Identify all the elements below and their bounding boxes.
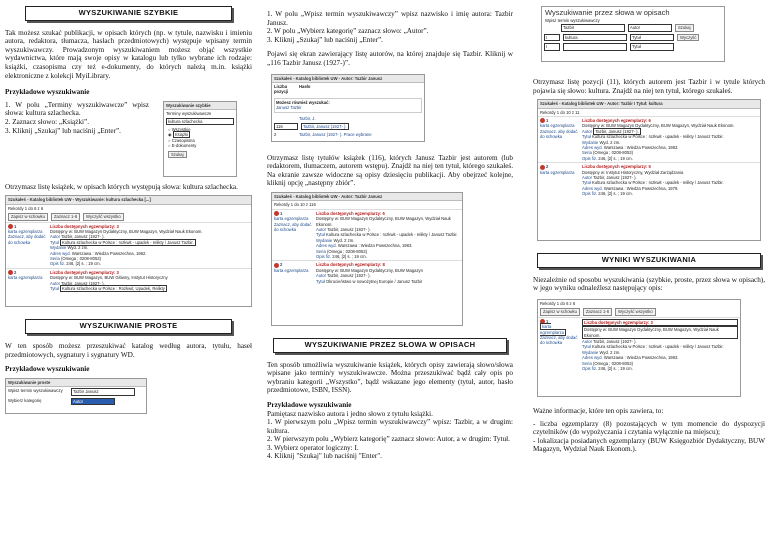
authors-bar: Szukałeś - Katalog bibliotek UW - Autor: Tazbir Janusz	[272, 75, 424, 83]
result-text-1: Otrzymasz listę książek, w opisach których występują słowa: kultura szlachecka.	[5, 182, 238, 191]
clear-all-button[interactable]: Wyczyść wszystko	[83, 213, 124, 220]
words-step-1: 1. W pierwszym polu „Wpisz termin wyszukiwawczy” wpisz: Tazbir, a w drugim: kultura.	[267, 418, 513, 435]
words-step-4: 4. Kliknij "Szukaj" lub naciśnij "Enter".	[267, 452, 382, 461]
select-range-button[interactable]: Zaznacz 1-6	[51, 213, 80, 220]
final-record: 1 karta egzemplarza Zaznacz, aby dodać do schowka Liczba dostępnych egzemplarzy: 3 Dostępny w: BUW Magazyn Dydaktyczny, BUW Magazyn, Wydział Nauk Ekonom. Autor Tazbir, Janusz (1927- ). Tytuł Kultura szlachecka w Polsce : rozkwit - upadek - relikty / Janusz Tazbir. Wydanie Wyd. 2 zm. Adres wyd. Warszawa : Wiedza Powszechna, 1983. Seria (Omega ; 0208-8053) Opis fiz. 246, [2] s. ; 19 cm.	[538, 317, 740, 373]
info-item-1: - liczba egzemplarzy (8) pozostających w tym momencie do dyspozycji czytelników (do wypożyczania i czytania wyłącznie na miejscu);	[533, 419, 765, 437]
final-save-button[interactable]: Zapisz w schowku	[540, 308, 580, 315]
column-2	[267, 10, 513, 461]
category-select-2[interactable]: Tytuł	[630, 34, 674, 41]
category-select-3[interactable]: Tytuł	[630, 43, 674, 50]
operator-select-2[interactable]: I	[544, 43, 560, 50]
heading-words-search: WYSZUKIWANIE PRZEZ SŁOWA W OPISACH	[273, 338, 507, 353]
words-results-screenshot	[537, 99, 761, 241]
titles-screenshot	[271, 192, 463, 326]
proste-text: W ten sposób możesz przeszukiwać katalog według autora, tytułu, haseł przedmiotowych, sygnatury i sygnatury WD.	[5, 341, 252, 359]
results-intro: Niezależnie od sposobu wyszukiwania (szybkie, proste, przez słowa w opisach), w jego wyniku odnaleźlesz następujący opis:	[533, 275, 765, 293]
results-bar: Szukałeś - Katalog bibliotek UW - Autor: Tazbir I Tytuł: kultura	[538, 100, 760, 108]
category-select-1[interactable]: Autor	[628, 24, 672, 31]
title-record-2: 2 karta egzemplarza Liczba dostępnych egzemplarzy: 8 Dostępny w: BUW Magazyn Dydaktyczny, BUW Magazyn Autor Tazbir, Janusz (1927- ). Tytuł Okrucieństwo w nowożytnej Europie / Janusz Tazbir	[272, 260, 462, 285]
radio-all[interactable]: ○ Wszystkie	[168, 126, 191, 132]
column-3	[533, 6, 765, 454]
authors-screenshot: Szukałeś - Katalog bibliotek UW - Autor: Tazbir Janusz Liczba pozycji Hasło Możesz również wyszukać: Janusz Tazbir Tazbir, J. 116 Tazbir, Janusz (1927- ). 2 Tazbir, Janusz (1927- ). Prace wybrane	[271, 74, 425, 142]
quick-search-label: Terminy wyszukiwawcze	[166, 111, 212, 117]
list-record-2: 2 karta egzemplarza Liczba dostępnych egzemplarzy: 3 Dostępny w: BUW Magazyn, BUW Główny, Instytut Historyczny Autor Tazbir, Janusz (1927- ). Tytuł Kultura szlachecka w Polsce : Rozkwit, Upadek, Relikty	[6, 268, 251, 293]
words-step-0: Pamiętasz nazwisko autora i jedno słowo z tytułu książki.	[267, 409, 433, 418]
result-record-1: 1 karta egzemplarza Zaznacz, aby dodać do schowka Liczba dostępnych egzemplarzy: 6 Dostępny w: BUW Magazyn Dydaktyczny, BUW Magazyn, Wydział Nauk Ekonom. Autor Tazbir, Janusz (1927- ). Tytuł Kultura szlachecka w Polsce : rozkwit - upadek - relikty / Janusz Tazbir. Wydanie Wyd. 2 zm. Adres wyd. Warszawa : Wiedza Powszechna, 1983. Seria (Omega ; 0208-8053) Opis fiz. 246, [2] s. ; 19 cm.	[538, 116, 760, 162]
simple-search-screenshot: Wyszukiwanie proste Wpisz termin wyszukiwawczy Tazbir Janusz Wybierz kategorię Autor	[5, 378, 147, 414]
list-count: Rekordy 1 do 6 z 6	[8, 205, 44, 211]
heading-simple-search-2: WYSZUKIWANIE PROSTE	[25, 319, 232, 334]
quick-search-screenshot	[163, 101, 237, 177]
step-2: 2. Zaznacz słowo: „Książki”.	[5, 117, 90, 126]
words-heading: Przykładowe wyszukiwanie	[267, 400, 352, 409]
words-result-text: Otrzymasz listę pozycji (11), których autorem jest Tazbir i w tytule których pojawia się słowo: kultura. Znajdź na niej ten tytuł, którego szukałeś.	[533, 78, 765, 95]
words-text: Ten sposób umożliwia wyszukiwanie książek, których opisy zawierają słowo/słowa wpisane jako termin/y wyszukiwawcze. Można przeszukiwać bądź cały opis po wybraniu kategorii „Wszystko”, bądź wskazane jego elementy (tytuł, autor, hasło przedmiotowe, ISBN, ISSN).	[267, 360, 513, 395]
title-record-1: 1 karta egzemplarza Zaznacz, aby dodać do schowka Liczba dostępnych egzemplarzy: 6 Dostępny w: BUW Magazyn Dydaktyczny, BUW Magazyn, Wydział Nauk Ekonom. Autor Tazbir, Janusz (1927- ). Tytuł Kultura szlachecka w Polsce : rozkwit - upadek - relikty / Janusz Tazbir. Wydanie Wyd. 2 zm. Adres wyd. Warszawa : Wiedza Powszechna, 1983. Seria (Omega ; 0208-8053) Opis fiz. 246, [2] s. ; 19 cm.	[272, 209, 462, 261]
c2-step-2: 2. W polu „Wybierz kategorię” zaznacz słowo: „Autor”.	[267, 27, 429, 36]
final-clear-button[interactable]: Wyczyść wszystko	[615, 308, 656, 315]
titles-bar: Szukałeś - Katalog bibliotek UW - Autor: Tazbir Janusz	[272, 193, 462, 201]
save-to-basket-button[interactable]: Zapisz w schowku	[8, 213, 48, 220]
term-input-2[interactable]: kultura	[563, 34, 627, 41]
example-heading: Przykładowe wyszukiwanie	[5, 88, 90, 97]
result-list-screenshot-1	[5, 195, 252, 307]
clear-button[interactable]: Wyczyść	[677, 34, 699, 41]
words-search-button[interactable]: Szukaj	[675, 24, 694, 31]
words-search-title: Wyszukiwanie przez słowa w opisach	[545, 8, 670, 17]
result-record-2: 2 karta egzemplarza Liczba dostępnych egzemplarzy: 5 Dostępny w: Instytut Historyczny, Wydział Zarządzania Autor Tazbir, Janusz (1927- ). Tytuł Kultura szlachecka w Polsce : rozkwit - upadek - relikty / Janusz Tazbir. Adres wyd. Warszawa : Wiedza Powszechna, 1979. Opis fiz. 246, [2] s. ; 19 cm.	[538, 162, 760, 197]
heading-results: WYNIKI WYSZUKIWANIA	[537, 253, 761, 268]
words-step-2: 2. W pierwszym polu „Wybierz kategorię” zaznacz słowo: Autor, a w drugim: Tytuł.	[267, 435, 510, 444]
final-result-screenshot	[537, 299, 741, 397]
author-row-3[interactable]: 2 Tazbir, Janusz (1927- ). Prace wybrane	[274, 132, 372, 138]
c2-step-1: 1. W polu „Wpisz termin wyszukiwawczy” wpisz nazwisko i imię autora: Tazbir Janusz.	[267, 10, 513, 27]
titles-text: Otrzymasz listę tytułów książek (116), których Janusz Tazbir jest autorem (lub redaktorem, tłumaczem, autorem wstępu). Znajdź na niej ten tytuł, którego szukałeś. Na ekranie zawsze widoczne są opisy dziesięciu publikacji. Aby obejrzeć kolejne, kliknij opcję „następny zbiór”.	[267, 153, 513, 188]
info-item-2: - lokalizacja posiadanych egzemplarzy (BUW Księgozbiór Dydaktyczny, BUW Magazyn, Wydział Nauk Ekonom.).	[533, 436, 765, 454]
column-1	[5, 0, 252, 414]
radio-edocs[interactable]: ○ E-dokumenty	[168, 143, 197, 149]
step-1: 1. W polu „Terminy wyszukiwawcze” wpisz słowa: kultura szlachecka.	[5, 100, 149, 118]
simple-search-title: Wyszukiwanie proste	[6, 379, 146, 387]
info-heading: Ważne informacje, które ten opis zawiera, to:	[533, 406, 664, 415]
simple-search-input[interactable]: Tazbir Janusz	[71, 388, 135, 395]
operator-select-1[interactable]: I	[544, 34, 560, 41]
words-search-label: Wpisz termin wyszukiwawczy	[545, 18, 600, 23]
final-count: Rekordy 1 do 6 z 6	[540, 300, 576, 306]
words-step-3: 3. Wybierz operator logiczny: I.	[267, 443, 359, 452]
quick-search-input[interactable]: kultura szlachecka	[166, 118, 234, 125]
results-count: Rekordy 1 do 10 z 11	[540, 109, 580, 115]
proste-heading: Przykładowe wyszukiwanie	[5, 365, 90, 374]
c2-step-3: 3. Kliknij „Szukaj” lub naciśnij „Enter”.	[267, 35, 383, 44]
quick-search-title: Wyszukiwanie szybkie	[164, 102, 236, 110]
list-bar: Szukałeś - Katalog bibliotek UW - Wyszukiwanie: kultura szlachecka [...]	[6, 196, 251, 204]
quick-search-button[interactable]: Szukaj	[168, 151, 187, 158]
list-record-1: 1 karta egzemplarza Zaznacz, aby dodać do schowka Liczba dostępnych egzemplarzy: 3 Dostępny w: BUW Magazyn Dydaktyczny, BUW Magazyn, Wydział Nauk Ekonom. Autor Tazbir, Janusz (1927- ). Tytuł Kultura szlachecka w Polsce : rozkwit - upadek - relikty / Janusz Tazbir. Wydanie Wyd. 2 zm. Adres wyd. Warszawa : Wiedza Powszechna, 1982. Seria (Omega ; 0208-8053) Opis fiz. 246, [2] s. ; 19 cm.	[6, 222, 251, 268]
titles-count: Rekordy 1 do 10 z 116	[274, 202, 316, 208]
words-search-screenshot	[541, 6, 725, 62]
authors-text: Pojawi się ekran zawierający listę autorów, na której znajduje się Tazbir. Kliknij w „116 Tazbir Janusz (1927-)”.	[267, 50, 513, 67]
step-3: 3. Kliknij „Szukaj” lub naciśnij „Enter”.	[5, 126, 121, 135]
author-row-1[interactable]: Tazbir, J.	[299, 115, 316, 121]
term-input-3[interactable]	[563, 43, 627, 50]
category-select[interactable]: Autor	[71, 398, 115, 405]
term-input-1[interactable]: Tazbir	[561, 24, 625, 31]
author-row-2[interactable]: 116 Tazbir, Janusz (1927- ).	[276, 124, 347, 129]
final-select-button[interactable]: Zaznacz 1-6	[583, 308, 612, 315]
radio-journals[interactable]: ○ Czasopisma	[168, 137, 195, 143]
radio-books[interactable]: ◉ Książki	[168, 132, 189, 138]
intro-text: Tak możesz szukać publikacji, w opisach których (np. w tytule, nazwisku i imieniu autora, redaktora, tłumacza, hasłach przedmiotowych) występuje wpisany termin wyszukiwawczy. Prowadzonym wyszukiwaniem możesz objąć wszystkie wydawnictwa, które mają swoje opisy w katalogu lub tylko wybrane ich rodzaje: książki, czasopisma czy też e-dokumenty, do których należą m.in. książki elektroniczne z kolekcji MyiLibrary.	[5, 28, 252, 80]
heading-simple-search: WYSZUKIWANIE SZYBKIE	[25, 6, 232, 21]
